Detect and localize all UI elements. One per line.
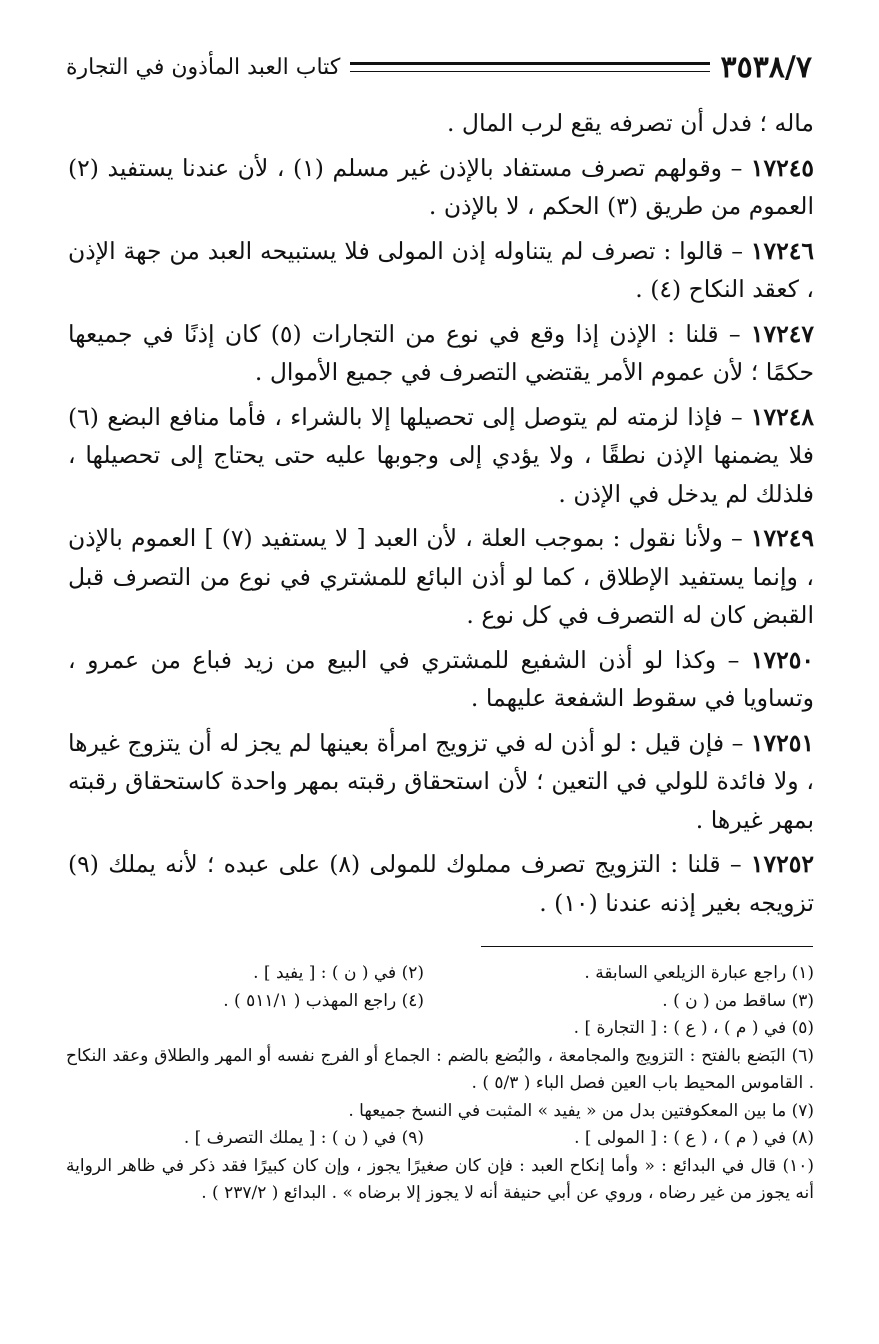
footnote: (١) راجع عبارة الزيلعي السابقة . (584, 963, 814, 983)
page-header (66, 44, 812, 90)
main-text (68, 104, 814, 928)
paragraph-text: – فإذا لزمته لم يتوصل إلى تحصيلها إلا بالشراء ، فأما منافع البضع (٦) فلا يضمنها الإذن نطقًا ، ولا يؤدي إلى وجوبها عليه حتى يحتاج إلى تحصيلها ، فلذلك لم يدخل في الإذن . (68, 402, 814, 508)
paragraph-text: – فإن قيل : لو أذن له في تزويج امرأة بعينها لم يجز له أن يتزوج غيرها ، ولا فائدة للولي في التعين ؛ لأن استحقاق رقبته بمهر واحدة كاستحقاق رقبته بمهر غيرها . (68, 728, 814, 834)
footnote-row (66, 1125, 814, 1153)
paragraph-text: ماله ؛ فدل أن تصرفه يقع لرب المال . (446, 109, 814, 137)
paragraph (68, 149, 814, 226)
footnote-row (66, 960, 814, 988)
paragraph-text: – وقولهم تصرف مستفاد بالإذن غير مسلم (١) ، لأن عندنا يستفيد (٢) العموم من طريق (٣) الحكم ، لا بالإذن . (68, 153, 814, 220)
paragraph (68, 315, 814, 392)
footnote: (٨) في ( م ) ، ( ع ) : [ المولى ] . (574, 1128, 814, 1148)
paragraph (68, 519, 814, 635)
paragraph-number: ١٧٢٤٩ (750, 524, 814, 552)
footnotes (66, 960, 814, 1208)
paragraph (68, 232, 814, 309)
page-number: ٣٥٣٨/٧ (720, 49, 812, 85)
footnote: (١٠) قال في البدائع : « وأما إنكاح العبد : فإن كان صغيرًا يجوز ، وإن كان كبيرًا فقد ذكر في ظاهر الرواية أنه يجوز من غير رضاه ، وروي عن أبي حنيفة أنه لا يجوز إلا برضاه » . البدائع ( ٢٣٧/٢ ) . (66, 1155, 814, 1203)
running-title: كتاب العبد المأذون في التجارة (66, 54, 341, 80)
paragraph (68, 724, 814, 840)
paragraph-text: – قلنا : التزويج تصرف مملوك للمولى (٨) على عبده ؛ لأنه يملك (٩) تزويجه بغير إذنه عندنا (١٠) . (68, 850, 814, 917)
paragraph-number: ١٧٢٤٦ (750, 236, 814, 265)
paragraph (68, 641, 814, 718)
paragraph-text: – قلنا : الإذن إذا وقع في نوع من التجارات (٥) كان إذنًا في جميعها حكمًا ؛ لأن عموم الأمر يقتضي التصرف في جميع الأموال . (68, 319, 814, 386)
paragraph-number: ١٧٢٤٥ (750, 153, 814, 182)
paragraph-number: ١٧٢٥١ (750, 728, 814, 757)
footnote: (٧) ما بين المعكوفتين بدل من « يفيد » المثبت في النسخ جميعها . (348, 1100, 814, 1121)
paragraph-number: ١٧٢٥٠ (750, 645, 814, 674)
paragraph-text: – قالوا : تصرف لم يتناوله إذن المولى فلا يستبيحه العبد من جهة الإذن ، كعقد النكاح (٤) . (68, 236, 814, 303)
footnote: (٦) البَضع بالفتح : التزويج والمجامعة ، والبُضع بالضم : الجماع أو الفرج نفسه أو المهر والطلاق وعقد النكاح . القاموس المحيط باب العين فصل الباء ( ٥/٣ ) . (66, 1045, 814, 1093)
paragraph-text: – ولأنا نقول : بموجب العلة ، لأن العبد [ لا يستفيد (٧) ] العموم بالإذن ، وإنما يستفيد الإطلاق ، كما لو أذن البائع للمشتري في نوع من التصرف قبل القبض كان له التصرف في كل نوع . (68, 524, 814, 629)
footnote: (٣) ساقط من ( ن ) . (662, 990, 814, 1011)
footnote: (٤) راجع المهذب ( ٥١١/١ ) . (223, 990, 424, 1011)
paragraph (68, 398, 814, 514)
paragraph-text: – وكذا لو أذن الشفيع للمشتري في البيع من زيد فباع من عمرو ، وتساويا في سقوط الشفعة عليهما . (68, 645, 814, 712)
footnote: (٢) في ( ن ) : [ يفيد ] . (253, 963, 424, 983)
header-rule (350, 62, 710, 72)
paragraph (68, 104, 814, 143)
paragraph-number: ١٧٢٤٨ (750, 402, 814, 431)
footnote-separator (481, 946, 813, 947)
footnote: (٥) في ( م ) ، ( ع ) : [ التجارة ] . (573, 1018, 814, 1038)
footnote: (٩) في ( ن ) : [ يملك التصرف ] . (183, 1128, 424, 1148)
paragraph-number: ١٧٢٤٧ (750, 319, 814, 348)
paragraph (68, 845, 814, 922)
paragraph-number: ١٧٢٥٢ (750, 850, 814, 878)
footnote-row (66, 988, 814, 1016)
